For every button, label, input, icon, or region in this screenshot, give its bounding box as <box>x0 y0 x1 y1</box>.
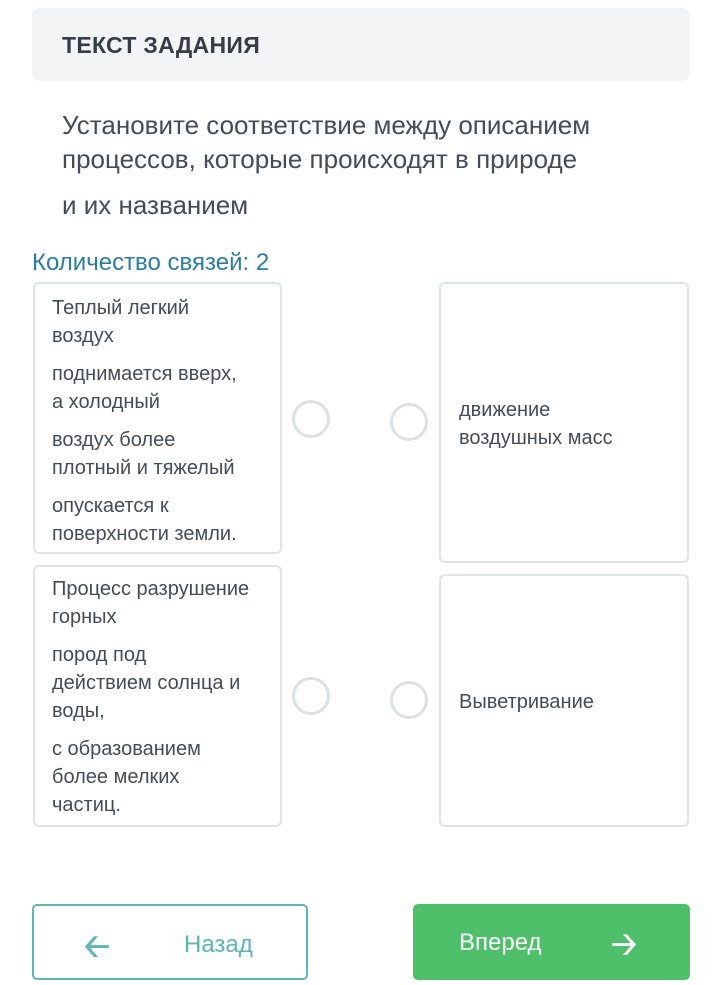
right-item-1[interactable] <box>439 282 689 563</box>
right-item-2-text <box>459 688 594 716</box>
left-item-paragraph <box>52 360 237 416</box>
right-item-line: воздушных масс <box>459 427 613 449</box>
left-item-line: с образованием <box>52 738 201 760</box>
left-item-line: опускается к <box>52 495 169 517</box>
left-item-line: воды, <box>52 700 105 722</box>
left-item-1-text <box>52 294 237 558</box>
task-text-line-2: процессов, которые происходят в природе <box>62 144 578 174</box>
left-item-line: Теплый легкий <box>52 297 190 319</box>
left-item-line: поднимается вверх, <box>52 363 237 385</box>
right-item-2-connector[interactable] <box>390 681 428 719</box>
left-item-paragraph <box>52 492 237 548</box>
left-item-paragraph <box>52 641 249 725</box>
left-item-2[interactable] <box>33 565 282 827</box>
left-item-line: плотный и тяжелый <box>52 457 235 479</box>
left-item-line: воздух более <box>52 429 176 451</box>
right-item-1-connector[interactable] <box>390 403 428 441</box>
left-item-line: частиц. <box>52 794 121 816</box>
left-item-line: поверхности земли. <box>52 523 237 545</box>
task-header-title: ТЕКСТ ЗАДАНИЯ <box>62 32 261 58</box>
left-item-2-text <box>52 575 249 829</box>
left-item-line: а холодный <box>52 391 160 413</box>
task-text-line-3: и их названием <box>62 190 249 220</box>
left-item-line: пород под <box>52 644 147 666</box>
left-item-line: действием солнца и <box>52 672 241 694</box>
left-item-line: более мелких <box>52 766 180 788</box>
task-header <box>32 8 690 81</box>
back-button[interactable] <box>32 904 308 980</box>
left-item-paragraph <box>52 426 237 482</box>
left-item-line: горных <box>52 606 117 628</box>
next-button-label: Вперед <box>459 929 542 956</box>
left-item-paragraph <box>52 294 237 350</box>
left-item-paragraph <box>52 575 249 631</box>
right-item-2[interactable] <box>439 574 689 827</box>
next-button[interactable] <box>413 904 690 980</box>
right-item-line: движение <box>459 399 551 421</box>
task-text-line-1: Установите соответствие между описанием <box>62 110 591 140</box>
right-item-1-text <box>459 396 613 452</box>
back-button-label: Назад <box>184 931 253 958</box>
left-item-1-connector[interactable] <box>292 400 330 438</box>
arrow-left-icon: 🡠 <box>84 928 110 964</box>
left-item-line: воздух <box>52 325 114 347</box>
connections-count: Количество связей: 2 <box>32 249 270 276</box>
left-item-paragraph <box>52 735 249 819</box>
left-item-line: Процесс разрушение <box>52 578 250 600</box>
left-item-1[interactable] <box>33 282 282 554</box>
left-item-2-connector[interactable] <box>292 677 330 715</box>
arrow-right-icon: 🡢 <box>611 926 637 962</box>
right-item-line: Выветривание <box>459 691 594 713</box>
